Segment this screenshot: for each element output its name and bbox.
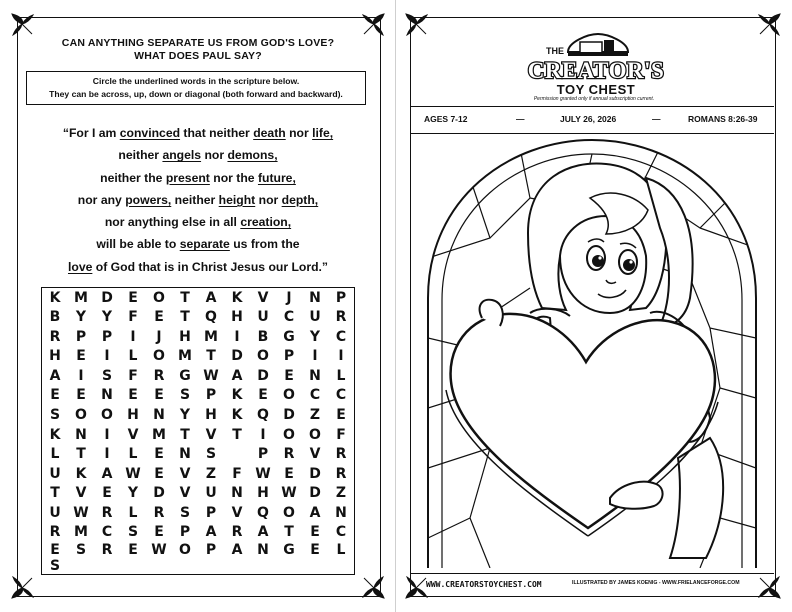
grid-letter[interactable]: L — [50, 446, 60, 463]
grid-letter[interactable]: V — [179, 465, 191, 482]
grid-letter[interactable]: R — [153, 367, 165, 384]
grid-letter[interactable]: Y — [101, 309, 113, 326]
grid-letter[interactable]: G — [179, 367, 191, 384]
grid-letter[interactable]: U — [49, 504, 61, 521]
grid-letter[interactable]: D — [309, 465, 321, 482]
grid-letter[interactable]: S — [49, 558, 61, 574]
underlined-word: death — [253, 126, 286, 140]
grid-letter[interactable]: W — [203, 367, 219, 384]
grid-letter[interactable]: T — [206, 348, 216, 365]
grid-letter[interactable]: M — [74, 289, 88, 306]
grid-letter[interactable]: S — [101, 367, 113, 384]
grid-letter[interactable]: R — [101, 504, 113, 521]
grid-letter[interactable]: E — [76, 387, 86, 404]
grid-letter[interactable]: D — [231, 348, 243, 365]
grid-letter[interactable]: O — [283, 387, 295, 404]
verse-line — [20, 233, 376, 255]
verse-line — [20, 256, 376, 278]
info-bar — [410, 106, 774, 134]
verse-text: nor anything else in all — [104, 215, 241, 230]
word-search-puzzle — [41, 287, 355, 575]
underlined-word: life, — [312, 126, 334, 140]
underlined-word: height — [218, 192, 256, 207]
underlined-word: future, — [257, 170, 296, 185]
grid-letter[interactable]: S — [75, 542, 87, 558]
leaf-ornament-icon — [10, 12, 34, 36]
grid-letter[interactable]: W — [255, 465, 271, 482]
grid-letter[interactable]: D — [153, 485, 165, 502]
verse-text: neither — [118, 148, 163, 163]
creators-toy-chest-logo — [506, 30, 686, 105]
underlined-word: angels — [162, 148, 202, 163]
verse-text: “For I am — [62, 126, 120, 140]
grid-letter[interactable]: F — [232, 465, 242, 482]
leaf-ornament-icon — [362, 12, 386, 36]
grid-letter[interactable]: M — [152, 426, 166, 443]
grid-letter[interactable]: E — [154, 524, 164, 541]
grid-letter[interactable]: E — [310, 542, 320, 558]
grid-letter[interactable]: N — [309, 367, 321, 384]
grid-letter[interactable]: I — [104, 348, 110, 365]
grid-letter[interactable]: E — [310, 524, 320, 541]
grid-letter[interactable]: E — [76, 348, 86, 365]
instructions-box — [26, 71, 366, 105]
grid-letter[interactable]: H — [127, 406, 139, 423]
grid-letter[interactable]: T — [50, 485, 60, 502]
grid-letter[interactable]: Z — [309, 406, 321, 423]
separator: — — [516, 114, 525, 124]
grid-letter[interactable]: O — [179, 542, 191, 558]
grid-letter[interactable]: Q — [257, 406, 269, 423]
grid-letter[interactable]: E — [336, 406, 346, 423]
grid-letter[interactable]: O — [257, 348, 269, 365]
illustrator-credit: ILLUSTRATED BY JAMES KOENIG - WWW.FRIELANCEFORGE.COM — [572, 580, 740, 586]
grid-letter[interactable]: I — [130, 328, 136, 345]
grid-letter[interactable]: H — [49, 348, 61, 365]
grid-letter[interactable] — [224, 444, 250, 464]
grid-letter[interactable]: L — [128, 504, 138, 521]
grid-letter[interactable]: R — [49, 328, 61, 345]
grid-letter[interactable]: R — [335, 309, 347, 326]
grid-letter[interactable]: P — [283, 348, 295, 365]
grid-letter[interactable]: D — [309, 485, 321, 502]
underlined-word: creation, — [240, 215, 292, 230]
grid-letter[interactable]: T — [180, 289, 190, 306]
verse-text: that neither — [180, 126, 254, 140]
grid-letter[interactable]: D — [257, 367, 269, 384]
grid-letter[interactable]: R — [101, 542, 113, 558]
grid-letter[interactable]: K — [231, 387, 243, 404]
page-title: CAN ANYTHING SEPARATE US FROM GOD'S LOVE? — [61, 37, 335, 49]
grid-letter[interactable]: C — [335, 328, 347, 345]
grid-letter[interactable]: R — [335, 446, 347, 463]
grid-letter[interactable]: W — [281, 485, 297, 502]
grid-letter[interactable]: J — [286, 289, 292, 306]
verse-text: nor any — [77, 192, 126, 207]
grid-letter[interactable]: R — [49, 524, 61, 541]
grid-letter[interactable]: V — [231, 504, 243, 521]
logo-toy-chest-text: TOY CHEST — [556, 82, 636, 97]
coloring-illustration — [410, 138, 774, 568]
verse-text: nor — [201, 148, 228, 163]
issue-date: JULY 26, 2026 — [560, 114, 617, 124]
grid-letter[interactable]: O — [309, 426, 321, 443]
underlined-word: present — [165, 170, 210, 185]
grid-letter[interactable]: P — [205, 387, 217, 404]
grid-letter[interactable]: R — [231, 524, 243, 541]
logo-creators-text: CREATOR'S — [527, 58, 665, 83]
grid-letter[interactable]: C — [335, 524, 347, 541]
grid-letter[interactable]: E — [284, 465, 294, 482]
grid-letter[interactable]: N — [335, 504, 347, 521]
grid-letter[interactable]: A — [309, 504, 321, 521]
grid-letter[interactable]: O — [153, 289, 165, 306]
grid-letter[interactable]: F — [128, 309, 138, 326]
grid-letter[interactable]: Q — [205, 309, 217, 326]
grid-letter[interactable]: C — [283, 309, 295, 326]
grid-letter[interactable]: B — [257, 328, 269, 345]
grid-letter[interactable]: E — [128, 289, 138, 306]
grid-letter[interactable]: E — [154, 309, 164, 326]
instructions-line: They can be across, up, down or diagonal (both forward and backward). — [49, 89, 343, 99]
grid-letter[interactable]: A — [205, 524, 217, 541]
verse-text: will be able to — [96, 237, 180, 252]
grid-letter[interactable]: W — [73, 504, 89, 521]
grid-letter[interactable]: O — [283, 504, 295, 521]
website-link[interactable]: WWW.CREATORSTOYCHEST.COM — [426, 580, 542, 589]
grid-letter[interactable]: W — [151, 542, 167, 558]
underlined-word: demons, — [227, 148, 278, 163]
right-page — [396, 0, 792, 612]
grid-letter[interactable]: H — [179, 328, 191, 345]
grid-letter[interactable]: S — [49, 406, 61, 423]
underlined-word: depth, — [281, 192, 319, 207]
grid-letter[interactable]: P — [257, 446, 269, 463]
underlined-word: separate — [179, 237, 230, 252]
grid-letter[interactable]: V — [75, 485, 87, 502]
grid-letter[interactable]: O — [283, 426, 295, 443]
grid-letter[interactable]: Z — [205, 465, 217, 482]
grid-letter[interactable]: A — [231, 542, 243, 558]
grid-letter[interactable]: O — [153, 348, 165, 365]
grid-letter[interactable]: R — [335, 465, 347, 482]
grid-letter[interactable]: V — [309, 446, 321, 463]
grid-letter[interactable]: M — [178, 348, 192, 365]
underlined-word: convinced — [119, 126, 181, 140]
grid-letter[interactable]: Y — [127, 485, 139, 502]
grid-letter[interactable]: T — [284, 524, 294, 541]
verse-line — [20, 211, 376, 233]
grid-letter[interactable]: L — [336, 367, 346, 384]
grid-letter[interactable]: P — [101, 328, 113, 345]
grid-letter[interactable]: T — [76, 446, 86, 463]
grid-letter[interactable]: V — [127, 426, 139, 443]
grid-letter[interactable]: P — [205, 504, 217, 521]
grid-letter[interactable]: K — [231, 289, 243, 306]
grid-letter[interactable]: E — [154, 465, 164, 482]
grid-letter[interactable]: P — [179, 524, 191, 541]
separator: — — [652, 114, 661, 124]
grid-letter[interactable]: A — [257, 524, 269, 541]
grid-letter[interactable]: K — [231, 406, 243, 423]
scripture-verse — [20, 122, 376, 278]
verse-text: neither — [171, 192, 219, 207]
instructions-line: Circle the underlined words in the scripture below. — [92, 76, 300, 86]
grid-letter[interactable]: V — [257, 289, 269, 306]
grid-letter[interactable]: B — [49, 309, 61, 326]
grid-letter[interactable]: S — [205, 446, 217, 463]
grid-letter[interactable]: E — [154, 446, 164, 463]
grid-letter[interactable]: U — [257, 309, 269, 326]
underlined-word: love — [67, 259, 93, 274]
grid-letter[interactable]: P — [75, 328, 87, 345]
verse-text: nor — [285, 126, 313, 140]
grid-letter[interactable]: U — [49, 465, 61, 482]
grid-letter[interactable]: F — [336, 426, 346, 443]
grid-letter[interactable]: Z — [335, 485, 347, 502]
grid-letter[interactable]: I — [78, 367, 84, 384]
grid-letter[interactable]: H — [231, 309, 243, 326]
grid-letter[interactable]: L — [128, 446, 138, 463]
verse-line — [20, 144, 376, 166]
grid-letter[interactable]: N — [75, 426, 87, 443]
grid-letter[interactable]: Y — [309, 328, 321, 345]
verse-line — [20, 167, 376, 189]
grid-letter[interactable]: D — [101, 289, 113, 306]
grid-letter[interactable]: E — [284, 367, 294, 384]
grid-letter[interactable]: C — [335, 387, 347, 404]
grid-letter[interactable]: U — [309, 309, 321, 326]
verse-text: neither the — [100, 170, 166, 185]
grid-letter[interactable]: E — [154, 387, 164, 404]
grid-letter[interactable]: K — [75, 465, 87, 482]
grid-letter[interactable]: G — [283, 542, 295, 558]
verse-text: of God that is in Christ Jesus our Lord.” — [92, 259, 329, 274]
grid-letter[interactable]: A — [49, 367, 61, 384]
grid-letter[interactable]: N — [153, 406, 165, 423]
grid-letter[interactable]: A — [101, 465, 113, 482]
grid-letter[interactable]: V — [205, 426, 217, 443]
grid-letter[interactable]: A — [231, 367, 243, 384]
grid-letter[interactable]: V — [179, 485, 191, 502]
scripture-reference: ROMANS 8:26-39 — [688, 114, 758, 124]
grid-letter[interactable]: T — [180, 426, 190, 443]
grid-letter[interactable]: T — [180, 309, 190, 326]
grid-letter[interactable]: N — [257, 542, 269, 558]
grid-letter[interactable]: L — [336, 542, 346, 558]
grid-letter[interactable]: C — [309, 387, 321, 404]
verse-line — [20, 122, 376, 144]
verse-text: us from the — [229, 237, 300, 252]
grid-letter[interactable]: I — [312, 348, 318, 365]
grid-letter[interactable]: E — [128, 387, 138, 404]
grid-letter[interactable]: J — [156, 328, 162, 345]
grid-letter[interactable]: Y — [75, 309, 87, 326]
grid-letter[interactable]: I — [338, 348, 344, 365]
grid-letter[interactable]: D — [283, 406, 295, 423]
grid-letter[interactable]: I — [234, 328, 240, 345]
grid-letter[interactable]: I — [104, 426, 110, 443]
footer — [410, 573, 774, 596]
grid-letter[interactable]: T — [232, 426, 242, 443]
leaf-ornament-icon — [404, 12, 428, 36]
grid-letter[interactable]: A — [205, 289, 217, 306]
grid-letter[interactable]: E — [102, 485, 112, 502]
grid-letter[interactable]: U — [205, 485, 217, 502]
logo-the-text: THE — [546, 46, 564, 56]
grid-letter[interactable]: R — [283, 446, 295, 463]
grid-letter[interactable]: R — [153, 504, 165, 521]
grid-letter[interactable]: K — [49, 426, 61, 443]
leaf-ornament-icon — [10, 576, 34, 600]
permission-note: Permission granted only if annual subscription current. — [533, 96, 655, 102]
grid-letter[interactable]: I — [104, 446, 110, 463]
verse-text: nor — [255, 192, 282, 207]
grid-letter[interactable]: I — [260, 426, 266, 443]
age-range: AGES 7-12 — [424, 114, 468, 124]
leaf-ornament-icon — [758, 12, 782, 36]
grid-letter[interactable]: W — [125, 465, 141, 482]
grid-letter[interactable]: L — [128, 348, 138, 365]
grid-letter[interactable]: Q — [257, 504, 269, 521]
grid-letter[interactable]: E — [128, 542, 138, 558]
grid-letter[interactable]: O — [101, 406, 113, 423]
grid-letter[interactable]: K — [49, 289, 61, 306]
grid-letter[interactable]: H — [205, 406, 217, 423]
grid-letter[interactable]: E — [50, 387, 60, 404]
grid-letter[interactable]: O — [75, 406, 87, 423]
grid-letter[interactable]: M — [74, 524, 88, 541]
underlined-word: powers, — [125, 192, 172, 207]
grid-letter[interactable]: P — [205, 542, 217, 558]
grid-letter[interactable]: F — [128, 367, 138, 384]
heart-shape — [446, 314, 718, 536]
grid-letter[interactable]: M — [204, 328, 218, 345]
toy-chest-icon — [568, 34, 628, 56]
page-subtitle: WHAT DOES PAUL SAY? — [134, 50, 262, 62]
grid-letter[interactable]: P — [335, 289, 347, 306]
grid-letter[interactable]: S — [127, 524, 139, 541]
grid-letter[interactable]: S — [179, 504, 191, 521]
grid-letter[interactable]: N — [101, 387, 113, 404]
verse-text: nor the — [209, 170, 258, 185]
grid-letter[interactable]: S — [179, 387, 191, 404]
grid-letter[interactable]: N — [179, 446, 191, 463]
grid-letter[interactable]: G — [283, 328, 295, 345]
grid-letter[interactable]: N — [231, 485, 243, 502]
grid-letter[interactable]: Y — [179, 406, 191, 423]
grid-letter[interactable]: E — [50, 542, 60, 558]
grid-letter[interactable]: N — [309, 289, 321, 306]
grid-letter[interactable]: C — [101, 524, 113, 541]
verse-line — [20, 189, 376, 211]
grid-letter[interactable]: E — [258, 387, 268, 404]
grid-letter[interactable]: H — [257, 485, 269, 502]
word-search-grid — [42, 288, 354, 574]
leaf-ornament-icon — [362, 576, 386, 600]
